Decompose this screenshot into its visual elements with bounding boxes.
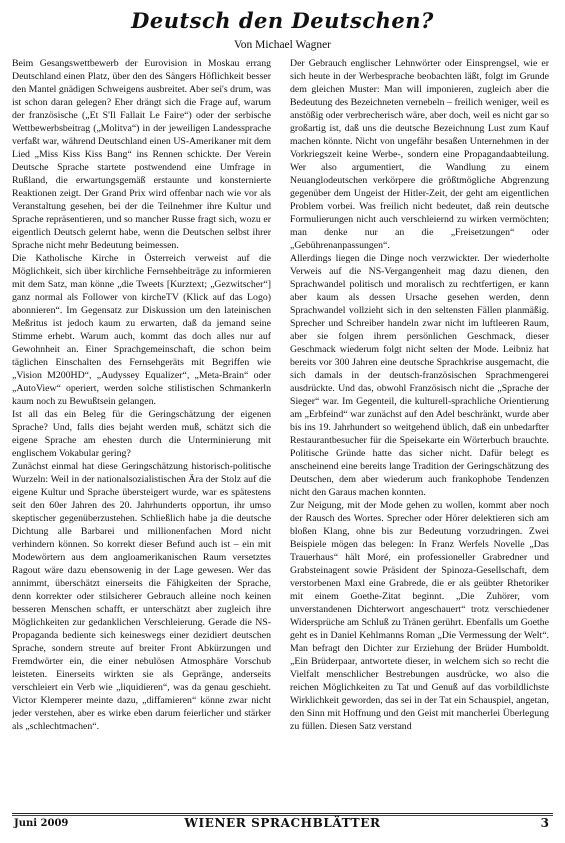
paragraph: Zur Neigung, mit der Mode gehen zu wollen, kommt aber noch der Rausch des Wortes. Sprecher oder Hörer delektieren sich am bloßen Klang, ohne bis zur Bedeutung vorzudringen. Zwei Beispiele mögen das belegen: In Franz Werfels Novelle „Das Trauerhaus“ hält Moré, ein professioneller Grabredner und Grabsteinagent sowie Präsident der Spinoza-Gesellschaft, dem verstorbenen Maxl eine Grabrede, die er als geübter Rhetoriker mit einem Goethe-Zitat beginnt. „Die Zuhörer, vom unverstandenen Dichterwort angeschauert“ trotz verschiedener Widersprüche am Schluß zu Tränen gerührt. Ebenfalls um Goethe geht es in Daniel Kehlmanns Roman „Die Vermessung der Welt“. Man befragt den Dichter zur Erziehung der Brüder Humboldt. „Ein Brüderpaar, antwortete dieser, in welchem sich so recht die Vielfalt menschlicher Bestrebungen ausdrücke, wo also die reichen Möglichkeiten zu Tat und Genuß auf das vorbildlichste Wirklichkeit geworden, das sei in der Tat ein Schauspiel, angetan, den Sinn mit Hoffnung und den Geist mit mancherlei Überlegung zu füllen. Diesen Satz verstand: [290, 500, 549, 732]
paragraph: Ist all das ein Beleg für die Geringschätzung der eigenen Sprache? Und, falls dies bejaht werden muß, schätzt sich die eigene Sprache am ehesten durch die Unterminierung mit englischem Vokabular gering?: [12, 409, 271, 459]
footer-divider: [12, 813, 553, 814]
text-column-right: [290, 57, 549, 805]
article-author: Von Michael Wagner: [233, 39, 331, 51]
paragraph: Die Katholische Kirche in Österreich verweist auf die Möglichkeit, sich über kirchliche Fernsehbeiträge zu informieren mit dem Satz, man könne „die Tweets [Kurztext; „Gezwitscher“] ganz normal als Follower von kircheTV (Klick auf das Logo) abonnieren“. Im Gegensatz zur Diskussion um den lateinischen Meßritus ist jedoch kaum zu erwarten, daß da jemand seine Stimme erhebt. Warum auch, kommt das doch alles nur auf Gewohnheit an. Einer Sprachgemeinschaft, die schon beim täglichen Einschalten des Fernsehgeräts mit Begriffen wie „Vision M200HD“, „Audyssey Equalizer“, „Meta-Brain“ oder „AutoView“ operiert, werden solche stilistischen Schmankerln kaum noch zu Bewußtsein gelangen.: [12, 253, 271, 407]
paragraph: Zunächst einmal hat diese Geringschätzung historisch-politische Wurzeln: Weil in der nationalsozialistischen Ära der Stolz auf die eigene Kultur und Sprache übersteigert wurde, war es spätestens seit den 60er Jahren des 20. Jahrhunderts opportun, ihr umso skeptischer gegenüberzustehen. Schließlich habe ja die deutsche Dichtung alle Barbarei und millionenfachen Mord nicht verhindern können. So korrekt dieser Befund auch ist – ein mit Modewörtern aus dem angloamerikanischen Raum versetztes Ragout wäre dazu ebensowenig in der Lage gewesen. Wer das annimmt, überschätzt einerseits die Fähigkeiten der Sprache, denn korrekter oder stilsicherer Gebrauch alleine noch keinen besseren Menschen schafft, er unterschätzt aber zugleich ihre Möglichkeiten zur gedanklichen Verschleierung. Gerade die NS-Propaganda bediente sich keineswegs einer dezidiert deutschen Sprache, sondern streute auf breiter Front Abkürzungen und Fremdwörter ein, die einer nebulösen Atmosphäre Vorschub leisteten. Einerseits wirkten sie als Gepränge, anderseits verschleiert ein Verb wie „liquidieren“, was da genau geschieht. Victor Klemperer meinte dazu, „diffamieren“ könne zwar nicht jeder verstehen, aber es wirke eben darum feierlicher und stärker als „schlechtmachen“.: [12, 461, 271, 732]
footer-publication-name: WIENER SPRACHBLÄTTER: [184, 816, 381, 830]
footer-date: Juni 2009: [14, 818, 69, 829]
page-number: 3: [540, 816, 549, 830]
paragraph: Allerdings liegen die Dinge noch verzwickter. Der wiederholte Verweis auf die NS-Vergangenheit mag dazu dienen, den Sprachwandel politisch und moralisch zu rechtfertigen, er kann aber kaum als dessen Ursache gesehen werden, denn Sprachwandel vollzieht sich in den seltensten Fällen planmäßig. Sprecher und Schreiber handeln zwar nicht im luftleeren Raum, aber sie folgen ihrem persönlichen Geschmack, dieser Geschmack wiederum folgt nicht selten der Mode. Leibniz hat bereits vor 300 Jahren eine deutsche Sprachkrise ausgemacht, die sich damals in der deutsch-französischen Sprachmengerei ausdrückte. Und das, obwohl Französisch nicht die „Sprache der Sieger“ war. Im Gegenteil, die kulturell-sprachliche Orientierung am „Erbfeind“ war zunächst auf den Adel beschränkt, wurde aber bis ins 19. Jahrhundert so weitgehend üblich, daß ein unbedarfter Restaurantbesucher für die Speisekarte ein Wörterbuch brauchte. Politische Gründe hatte das sicher nicht. Dafür belegt es anscheinend eine bereits lange Tradition der Geringschätzung des Deutschen, dem aber wiederum auch frankophobe Tendenzen nicht den Garaus machen konnten.: [290, 253, 549, 498]
article-title: Deutsch den Deutschen?: [131, 8, 434, 33]
text-column-left: [12, 57, 271, 805]
paragraph: Der Gebrauch englischer Lehnwörter oder Einsprengsel, wie er sich heute in der Werbesprache beobachten läßt, folgt im Grunde dem gleichen Muster: Man will imponieren, zugleich aber die Bedeutung des Bezeichneten vernebeln – freilich weniger, weil es anstößig oder verbrecherisch wäre, aber doch, weil es nicht gar so großartig ist, daß uns die deutsche Bezeichnung Lust zum Kauf machen könnte. Nicht von ungefähr besaßen Unternehmen in der Vorkriegszeit keine Werbe-, sondern eine Propagandaabteilung. Wer also argumentiert, die Wandlung zu einem Neuanglodeutschen verkörpere die größtmögliche Abgrenzung gegenüber dem Ungeist der Hitler-Zeit, der geht am eigentlichen Problem vorbei. Was freilich nicht bedeutet, daß rein deutsche Formulierungen nicht auch verschleiernd zu wirken vermöchten; man denke nur an die „Freisetzungen“ oder „Gebührenanpassungen“.: [290, 58, 549, 251]
paragraph: Beim Gesangswettbewerb der Eurovision in Moskau errang Deutschland einen Platz, über den des Sängers Höflichkeit besser den Mantel gnädigen Schweigens ausbreitet. Aber sei's drum, was ist schon daran gelegen? Eher drängt sich die Frage auf, warum der französische („Et S'Il Fallait Le Faire“) oder der serbische Wettbewerbsbeitrag („Molitva“) in der jeweiligen Landessprache verfaßt war, während Deutschland einen US-Amerikaner mit dem Lied „Miss Kiss Kiss Bang“ ins Rennen schickte. Der Verein Deutsche Sprache startete postwendend eine Umfrage in Rußland, die erwartungsgemäß erstaunte und konsternierte Reaktionen zeigt. Der Grand Prix wird offenbar nach wie vor als Veranstaltung gesehen, bei der die Teilnehmer ihre Kultur und Sprache repräsentieren, und so mancher Russe fragt sich, wozu er eigentlich Deutsch gelernt habe, wenn die Deutschen selbst ihrer Sprache nicht mehr Bedeutung beimessen.: [12, 58, 271, 251]
